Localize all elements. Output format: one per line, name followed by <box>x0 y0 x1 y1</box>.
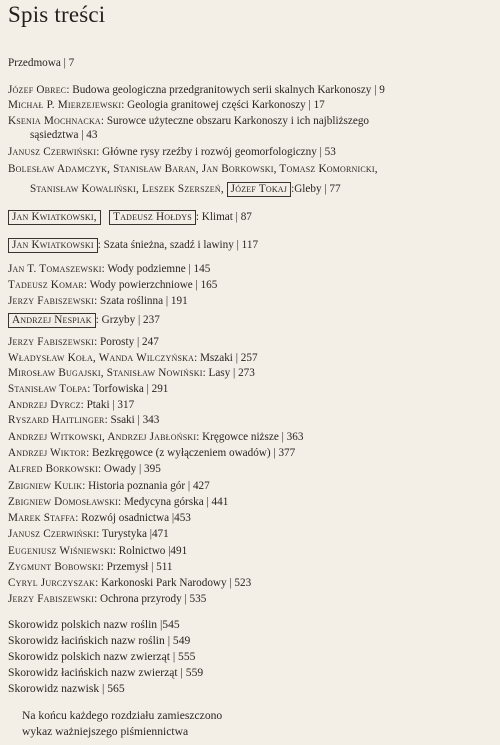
entry-author: Michał P. Mierzejewski <box>8 99 122 111</box>
index-entry: Skorowidz łacińskich nazw zwierząt | 559 <box>8 666 204 679</box>
entry-author: Janusz Czerwiński <box>8 146 97 158</box>
toc-entry <box>8 238 496 252</box>
entry-text: : Klimat | 87 <box>195 211 252 223</box>
toc-entry <box>8 382 496 396</box>
toc-entry <box>8 162 496 176</box>
entry-author: Bolesław Adamczyk, Stanisław Baran, Jan Borkowski, Tomasz Komornicki, <box>8 163 378 175</box>
index-entry: Skorowidz łacińskich nazw roślin | 549 <box>8 634 191 647</box>
toc-entry <box>8 98 496 112</box>
entry-text: Przedmowa | 7 <box>8 57 75 69</box>
entry-text: : Wody powierzchniowe | 165 <box>83 279 218 291</box>
footnote-line: wykaz ważniejszego piśmiennictwa <box>22 725 189 738</box>
entry-author: Ryszard Haitlinger <box>8 414 105 426</box>
entry-author: Andrzej Dyrcz <box>8 399 81 411</box>
entry-text: : Geologia granitowej części Karkonoszy | 17 <box>121 99 325 111</box>
entry-text: : Porosty | 247 <box>94 336 159 348</box>
toc-entry <box>8 366 496 380</box>
boxed-author: Jan Kwiatkowski, <box>8 210 101 225</box>
toc-entry <box>8 495 496 509</box>
toc-entry <box>8 544 496 558</box>
entry-text: :Gleby | 77 <box>291 183 341 195</box>
entry-author: Zygmunt Bobowski <box>8 561 101 573</box>
entry-text: : Mszaki | 257 <box>194 352 258 364</box>
entry-text: : Kręgowce niższe | 363 <box>196 431 304 443</box>
toc-entry <box>8 511 496 525</box>
entry-author: Jerzy Fabiszewski <box>8 336 95 348</box>
toc-entry <box>8 114 496 128</box>
entry-text: : Szata śnieżna, szadź i lawiny | 117 <box>97 239 259 251</box>
toc-entry-preface <box>8 56 496 70</box>
toc-entry <box>8 592 496 606</box>
entry-author: Jan T. Tomaszewski <box>8 263 102 275</box>
entry-text: : Ochrona przyrody | 535 <box>94 593 207 605</box>
entry-text: : Owady | 395 <box>97 463 161 475</box>
entry-text: sąsiedztwa | 43 <box>30 129 98 141</box>
toc-entry <box>8 413 496 427</box>
entry-author: Ksenia Mochnacka <box>8 115 101 127</box>
index-entry: Skorowidz nazwisk | 565 <box>8 682 125 695</box>
boxed-author: Tadeusz Hołdys <box>109 210 196 225</box>
entry-text: : Rolnictwo |491 <box>112 545 188 557</box>
entry-author: Alfred Borkowski <box>8 463 98 475</box>
entry-author: Stanisław Tołpa <box>8 383 88 395</box>
toc-entry <box>8 576 496 590</box>
entry-text: : Wody podziemne | 145 <box>101 263 211 275</box>
entry-text: : Bezkręgowce (z wyłączeniem owadów) | 377 <box>86 447 296 459</box>
toc-entry-continuation <box>30 182 496 196</box>
entry-author: Mirosław Bugajski, Stanisław Nowiński <box>8 367 203 379</box>
entry-text: : Budowa geologiczna przedgranitowych serii skalnych Karkonoszy | 9 <box>66 84 385 96</box>
entry-author: Jerzy Fabiszewski <box>8 593 95 605</box>
entry-author: Zbigniew Domosławski <box>8 496 118 508</box>
toc-entry <box>8 83 496 97</box>
entry-author: Eugeniusz Wiśniewski <box>8 545 113 557</box>
entry-text: : Historia poznania gór | 427 <box>82 480 210 492</box>
entry-text: : Rozwój osadnictwa |453 <box>75 512 191 524</box>
boxed-author: Jan Kwiatkowski <box>8 238 98 253</box>
toc-entry <box>8 210 496 224</box>
entry-author: Janusz Czerwiński <box>8 528 97 540</box>
toc-entry <box>8 145 496 159</box>
entry-text: : Ssaki | 343 <box>104 414 160 426</box>
entry-text: : Przemysł | 511 <box>100 561 173 573</box>
toc-entry <box>8 398 496 412</box>
entry-author: Jerzy Fabiszewski <box>8 295 95 307</box>
toc-entry <box>8 278 496 292</box>
index-entry: Skorowidz polskich nazw roślin |545 <box>8 618 180 631</box>
entry-author: Zbigniew Kulik <box>8 480 83 492</box>
entry-text: : Turystyka |471 <box>96 528 169 540</box>
toc-entry <box>8 560 496 574</box>
entry-text: : Lasy | 273 <box>202 367 255 379</box>
boxed-author: Józef Tokaj <box>227 182 291 197</box>
toc-entry <box>8 430 496 444</box>
toc-entry <box>8 262 496 276</box>
entry-author: Andrzej Wiktor <box>8 447 87 459</box>
index-entry: Skorowidz polskich nazw zwierząt | 555 <box>8 650 196 663</box>
toc-entry <box>8 446 496 460</box>
footnote-line: Na końcu każdego rozdziału zamieszczono <box>22 709 223 722</box>
entry-author: Andrzej Witkowski, Andrzej Jabłoński <box>8 431 197 443</box>
entry-text: : Szata roślinna | 191 <box>94 295 188 307</box>
toc-entry <box>8 351 496 365</box>
entry-author: Tadeusz Komar <box>8 279 84 291</box>
entry-text: : Ptaki | 317 <box>80 399 135 411</box>
entry-text: : Torfowiska | 291 <box>87 383 169 395</box>
entry-text: : Karkonoski Park Narodowy | 523 <box>95 577 252 589</box>
toc-entry <box>8 527 496 541</box>
toc-entry <box>8 313 496 327</box>
entry-text: : Główne rysy rzeźby i rozwój geomorfologiczny | 53 <box>96 146 336 158</box>
toc-entry <box>8 294 496 308</box>
page-title: Spis treści <box>8 2 106 27</box>
toc-entry-continuation <box>30 128 496 142</box>
toc-entry <box>8 462 496 476</box>
entry-author: Władysław Koła, Wanda Wilczyńska <box>8 352 195 364</box>
entry-author: Stanisław Kowaliński, Leszek Szerszeń, <box>30 183 224 195</box>
boxed-author: Andrzej Nespiak <box>8 313 96 328</box>
entry-text: : Medycyna górska | 441 <box>117 496 229 508</box>
entry-text: : Surowce użyteczne obszaru Karkonoszy i ich najbliższego <box>100 115 370 127</box>
toc-entry <box>8 479 496 493</box>
entry-author: Marek Staffa <box>8 512 76 524</box>
entry-author: Józef Obrec <box>8 84 67 96</box>
entry-text: : Grzyby | 237 <box>95 314 160 326</box>
entry-author: Cyryl Jurczyszak <box>8 577 96 589</box>
toc-entry <box>8 335 496 349</box>
